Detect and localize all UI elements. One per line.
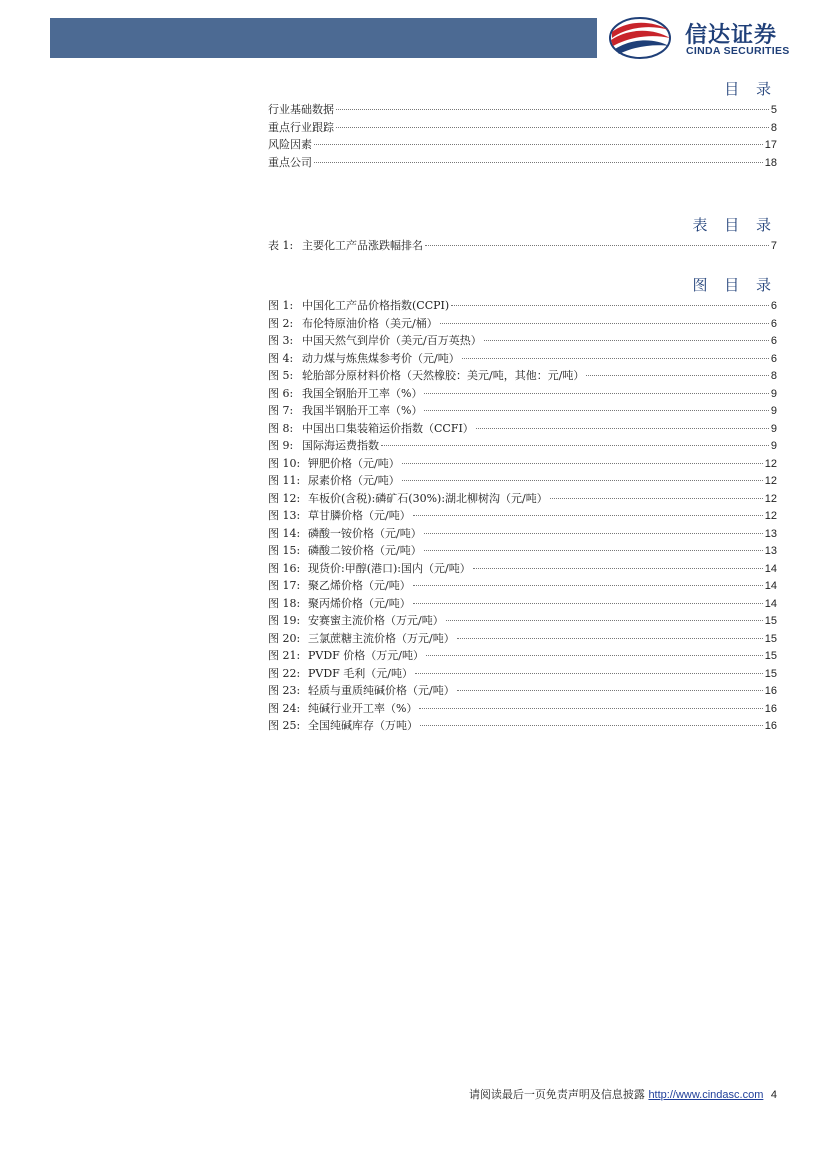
figure-entry-label: PVDF 毛利（元/吨） — [308, 666, 413, 680]
toc-entry-label: 风险因素 — [268, 138, 312, 151]
footer-url-link[interactable]: http://www.cindasc.com — [648, 1089, 764, 1101]
dot-leader — [451, 305, 769, 306]
figure-entry-page: 6 — [770, 352, 777, 365]
figure-entry-number: 图 3: — [268, 334, 294, 347]
toc-entry[interactable] — [268, 136, 777, 154]
dot-leader — [446, 620, 763, 621]
dot-leader — [426, 655, 763, 656]
figure-entry[interactable] — [268, 560, 777, 578]
figure-entry-number: 图 21: — [268, 649, 301, 662]
figure-entry-page: 9 — [770, 387, 777, 400]
figure-entry-number: 图 5: — [268, 369, 294, 382]
figure-entry-number: 图 9: — [268, 439, 294, 452]
figure-entry-number: 图 20: — [268, 631, 301, 645]
dot-leader — [440, 323, 769, 324]
footer — [469, 1086, 777, 1102]
figure-entry[interactable] — [268, 647, 777, 665]
figure-entry-number: 图 8: — [268, 421, 294, 435]
dot-leader — [424, 550, 763, 551]
figure-entry-number: 图 14: — [268, 526, 301, 540]
footer-page-number: 4 — [770, 1089, 777, 1101]
figure-entry-label: 动力煤与炼焦煤参考价（元/吨） — [302, 351, 460, 365]
tables-title: 表 目 录 — [692, 216, 777, 234]
figure-entry-page: 16 — [764, 685, 777, 697]
dot-leader — [462, 358, 769, 359]
toc-entry[interactable] — [268, 154, 777, 172]
figure-entry-page: 8 — [770, 370, 777, 382]
figure-entry-label: 轻质与重质纯碱价格（元/吨） — [308, 684, 455, 697]
dot-leader — [314, 162, 763, 163]
figure-entry-number: 图 23: — [268, 684, 301, 697]
figure-entry[interactable] — [268, 350, 777, 368]
toc-entry[interactable] — [268, 119, 777, 137]
figure-entry[interactable] — [268, 385, 777, 403]
table-entry-label: 主要化工产品涨跌幅排名 — [302, 239, 423, 252]
figure-entry[interactable] — [268, 472, 777, 490]
figure-entry-page: 6 — [770, 317, 777, 330]
figure-entry-label: 磷酸二铵价格（元/吨） — [308, 544, 422, 557]
toc-entry-page: 8 — [770, 121, 777, 134]
figure-entry-page: 13 — [764, 527, 777, 540]
figure-entry-page: 12 — [764, 510, 777, 522]
figure-entry-page: 15 — [764, 615, 777, 627]
figure-entry-page: 13 — [764, 545, 777, 557]
figure-entry-number: 图 4: — [268, 351, 294, 365]
figure-entry-label: 钾肥价格（元/吨） — [308, 456, 400, 470]
figure-entry-label: 国际海运费指数 — [302, 439, 379, 452]
figure-entry[interactable] — [268, 682, 777, 700]
figure-entry-label: 我国半钢胎开工率（%） — [302, 404, 423, 417]
logo-english-name: CINDA SECURITIES — [686, 45, 790, 57]
dot-leader — [424, 533, 763, 534]
figure-entry[interactable] — [268, 490, 777, 508]
dot-leader — [413, 603, 763, 604]
figure-entry-label: 中国化工产品价格指数(CCPI) — [302, 299, 450, 312]
figure-entry-number: 图 15: — [268, 544, 301, 557]
dot-leader — [314, 144, 763, 145]
figure-entry-page: 12 — [764, 457, 777, 470]
figure-entry[interactable] — [268, 700, 777, 718]
dot-leader — [402, 480, 763, 481]
dot-leader — [457, 638, 763, 639]
dot-leader — [415, 673, 763, 674]
toc-entry-label: 重点行业跟踪 — [268, 120, 334, 134]
figure-entry-number: 图 2: — [268, 316, 294, 330]
dot-leader — [402, 463, 763, 464]
figures-title: 图 目 录 — [692, 276, 777, 294]
figure-entry-label: 中国天然气到岸价（美元/百万英热） — [302, 334, 482, 347]
figure-entry[interactable] — [268, 507, 777, 525]
figure-entry[interactable] — [268, 420, 777, 438]
figure-entry-number: 图 1: — [268, 299, 294, 312]
figure-entry[interactable] — [268, 367, 777, 385]
figure-entry-page: 15 — [764, 650, 777, 662]
figure-entry-label: 磷酸一铵价格（元/吨） — [308, 526, 422, 540]
dot-leader — [336, 127, 769, 128]
tables-list — [268, 237, 777, 255]
figure-entry-number: 图 10: — [268, 456, 301, 470]
figure-entry-label: 轮胎部分原材料价格（天然橡胶：美元/吨，其他：元/吨） — [302, 369, 585, 382]
figure-entry-number: 图 19: — [268, 614, 301, 627]
figure-entry-label: 草甘膦价格（元/吨） — [308, 509, 411, 522]
dot-leader — [413, 585, 763, 586]
figure-entry[interactable] — [268, 542, 777, 560]
figure-entry-page: 9 — [770, 422, 777, 435]
figure-entry-label: PVDF 价格（万元/吨） — [308, 649, 424, 662]
dot-leader — [419, 708, 762, 709]
toc-entry-page: 5 — [770, 104, 777, 116]
figure-entry-number: 图 11: — [268, 474, 301, 487]
figure-entry-page: 9 — [770, 440, 777, 452]
figure-entry-page: 14 — [764, 597, 777, 610]
figure-entry-page: 12 — [764, 475, 777, 487]
toc-entry-page: 18 — [764, 156, 777, 169]
figure-entry[interactable] — [268, 437, 777, 455]
figure-entry-number: 图 13: — [268, 509, 301, 522]
figure-entry-page: 15 — [764, 667, 777, 680]
footer-disclaimer: 请阅读最后一页免责声明及信息披露 — [468, 1088, 645, 1101]
dot-leader — [473, 568, 763, 569]
figure-entry-label: 安赛蜜主流价格（万元/吨） — [308, 614, 444, 627]
dot-leader — [424, 393, 768, 394]
dot-leader — [476, 428, 769, 429]
figure-entry[interactable] — [268, 595, 777, 613]
dot-leader — [425, 245, 769, 246]
figure-entry-label: 现货价:甲醇(港口):国内（元/吨） — [308, 561, 471, 575]
figure-entry-page: 16 — [764, 720, 777, 732]
figure-entry-page: 14 — [764, 562, 777, 575]
figure-entry[interactable] — [268, 612, 777, 630]
figure-entry-label: 车板价(含税):磷矿石(30%):湖北柳树沟（元/吨） — [308, 491, 548, 505]
figure-entry-page: 6 — [770, 335, 777, 347]
figure-entry-page: 12 — [764, 492, 777, 505]
figure-entry-number: 图 7: — [268, 404, 294, 417]
dot-leader — [457, 690, 763, 691]
toc-entry-page: 17 — [764, 139, 777, 151]
figure-entry-page: 14 — [764, 580, 777, 592]
figure-entry[interactable] — [268, 717, 777, 735]
figure-entry-number: 图 22: — [268, 666, 301, 680]
figure-entry-number: 图 24: — [268, 701, 301, 715]
figure-entry-number: 图 12: — [268, 491, 301, 505]
cinda-globe-icon — [607, 16, 677, 60]
dot-leader — [381, 445, 769, 446]
figure-entry-number: 图 16: — [268, 561, 301, 575]
dot-leader — [484, 340, 769, 341]
figure-entry-page: 15 — [764, 632, 777, 645]
figure-entry-page: 6 — [770, 300, 777, 312]
dot-leader — [420, 725, 763, 726]
figure-entry-number: 图 17: — [268, 579, 301, 592]
dot-leader — [586, 375, 768, 376]
figure-entry-number: 图 6: — [268, 386, 294, 400]
toc-list — [268, 101, 777, 171]
figure-entry[interactable] — [268, 630, 777, 648]
header-bar — [50, 18, 597, 58]
logo-chinese-name: 信达证券 — [685, 23, 778, 48]
figure-entry[interactable] — [268, 525, 777, 543]
table-entry-number: 表 1: — [268, 239, 294, 252]
figure-entry-label: 三氯蔗糖主流价格（万元/吨） — [308, 631, 455, 645]
toc-entry-label: 重点公司 — [268, 155, 312, 169]
toc-title: 目 录 — [724, 80, 777, 98]
figure-entry-label: 全国纯碱库存（万吨） — [308, 719, 418, 732]
figure-entry[interactable] — [268, 332, 777, 350]
table-entry-page: 7 — [770, 240, 777, 252]
figure-entry[interactable] — [268, 577, 777, 595]
figures-list — [268, 297, 777, 735]
toc-entry-label: 行业基础数据 — [268, 103, 334, 116]
figure-entry-label: 我国全钢胎开工率（%） — [302, 386, 423, 400]
figure-entry-label: 中国出口集装箱运价指数（CCFI） — [302, 421, 474, 435]
figure-entry[interactable] — [268, 665, 777, 683]
dot-leader — [550, 498, 763, 499]
figure-entry-number: 图 25: — [268, 719, 301, 732]
dot-leader — [413, 515, 763, 516]
figure-entry-page: 9 — [770, 405, 777, 417]
figure-entry-label: 聚乙烯价格（元/吨） — [308, 579, 411, 592]
figure-entry-label: 布伦特原油价格（美元/桶） — [302, 316, 438, 330]
cinda-logo — [607, 16, 807, 60]
figure-entry-number: 图 18: — [268, 596, 301, 610]
figure-entry[interactable] — [268, 402, 777, 420]
figure-entry-label: 尿素价格（元/吨） — [308, 474, 400, 487]
figure-entry-label: 聚丙烯价格（元/吨） — [308, 596, 411, 610]
figure-entry-label: 纯碱行业开工率（%） — [308, 701, 418, 715]
dot-leader — [336, 109, 769, 110]
figure-entry[interactable] — [268, 297, 777, 315]
figure-entry[interactable] — [268, 315, 777, 333]
figure-entry-page: 16 — [764, 702, 777, 715]
toc-entry[interactable] — [268, 101, 777, 119]
table-entry[interactable] — [268, 237, 777, 255]
dot-leader — [424, 410, 768, 411]
figure-entry[interactable] — [268, 455, 777, 473]
